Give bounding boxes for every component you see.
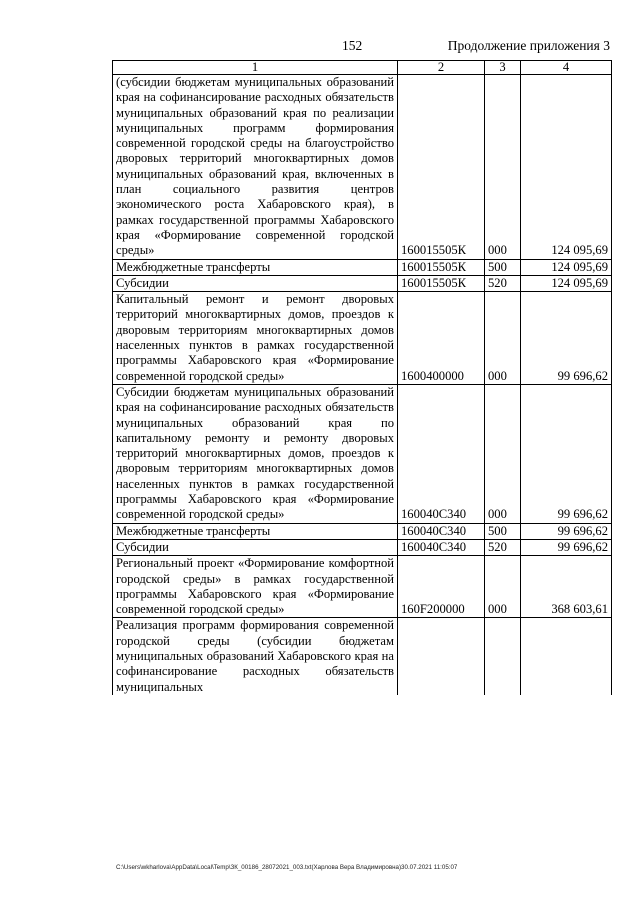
row-description: Капитальный ремонт и ремонт дворовых территорий многоквартирных домов, проездов к дворовым территориям многоквартирных домов населенных пунктов в рамках государственной программы Хабаровского края «Формирование современной городской среды»	[113, 292, 398, 385]
column-header: 2	[398, 61, 485, 75]
row-amount: 124 095,69	[521, 75, 612, 260]
row-code: 160040С340	[398, 523, 485, 539]
row-amount: 124 095,69	[521, 259, 612, 275]
row-code: 1600400000	[398, 292, 485, 385]
table-row	[113, 275, 612, 291]
row-amount: 99 696,62	[521, 292, 612, 385]
page-header	[112, 38, 610, 58]
row-description: Субсидии бюджетам муниципальных образований края на софинансирование расходных обязательств муниципальных образований края по капитальному ремонту и ремонту дворовых территорий многоквартирных домов, проездов к дворовым территориям многоквартирных домов населенных пунктов в рамках государственной программы Хабаровского края «Формирование современной городской среды»	[113, 384, 398, 523]
row-description: Межбюджетные трансферты	[113, 259, 398, 275]
column-header: 1	[113, 61, 398, 75]
column-header: 3	[485, 61, 521, 75]
page-number: 152	[342, 38, 363, 53]
row-expense-type: 520	[485, 539, 521, 555]
row-expense-type	[485, 618, 521, 695]
row-code	[398, 618, 485, 695]
row-expense-type: 500	[485, 523, 521, 539]
row-description: Субсидии	[113, 539, 398, 555]
table-row	[113, 259, 612, 275]
row-amount: 99 696,62	[521, 523, 612, 539]
row-code: 160040С340	[398, 539, 485, 555]
table-row	[113, 618, 612, 695]
continuation-label: Продолжение приложения 3	[447, 38, 610, 53]
row-code: 160040С340	[398, 384, 485, 523]
row-amount: 368 603,61	[521, 556, 612, 618]
table-row	[113, 523, 612, 539]
row-description: Субсидии	[113, 275, 398, 291]
table-row	[113, 539, 612, 555]
table-row	[113, 384, 612, 523]
row-description: Межбюджетные трансферты	[113, 523, 398, 539]
table-row	[113, 292, 612, 385]
row-amount: 99 696,62	[521, 384, 612, 523]
row-amount: 99 696,62	[521, 539, 612, 555]
row-code: 160015505К	[398, 259, 485, 275]
row-expense-type: 000	[485, 384, 521, 523]
row-expense-type: 000	[485, 292, 521, 385]
row-expense-type: 000	[485, 556, 521, 618]
row-expense-type: 520	[485, 275, 521, 291]
file-path-footer: C:\Users\wkharlova\AppData\Local\Temp\ЗК_00186_28072021_003.txt(Харлова Вера Владимировна)30.07.2021 11:05:07	[116, 864, 458, 871]
row-description: Региональный проект «Формирование комфортной городской среды» в рамках государственной программы Хабаровского края «Формирование современной городской среды»	[113, 556, 398, 618]
row-code: 160F200000	[398, 556, 485, 618]
row-code: 160015505К	[398, 275, 485, 291]
budget-table	[112, 60, 612, 695]
row-description: Реализация программ формирования современной городской среды (субсидии бюджетам муниципальных образований Хабаровского края на софинансирование расходных обязательств муниципальных	[113, 618, 398, 695]
row-expense-type: 000	[485, 75, 521, 260]
row-amount: 124 095,69	[521, 275, 612, 291]
row-amount	[521, 618, 612, 695]
table-header-row	[113, 61, 612, 75]
table-row	[113, 75, 612, 260]
column-header: 4	[521, 61, 612, 75]
row-code: 160015505К	[398, 75, 485, 260]
row-expense-type: 500	[485, 259, 521, 275]
table-row	[113, 556, 612, 618]
row-description: (субсидии бюджетам муниципальных образований края на софинансирование расходных обязательств муниципальных образований края по реализации муниципальных программ формирования современной городской среды на благоустройство дворовых территорий многоквартирных домов муниципальных образований края, включенных в план социального развития центров экономического роста Хабаровского края), в рамках государственной программы Хабаровского края «Формирование современной городской среды»	[113, 75, 398, 260]
